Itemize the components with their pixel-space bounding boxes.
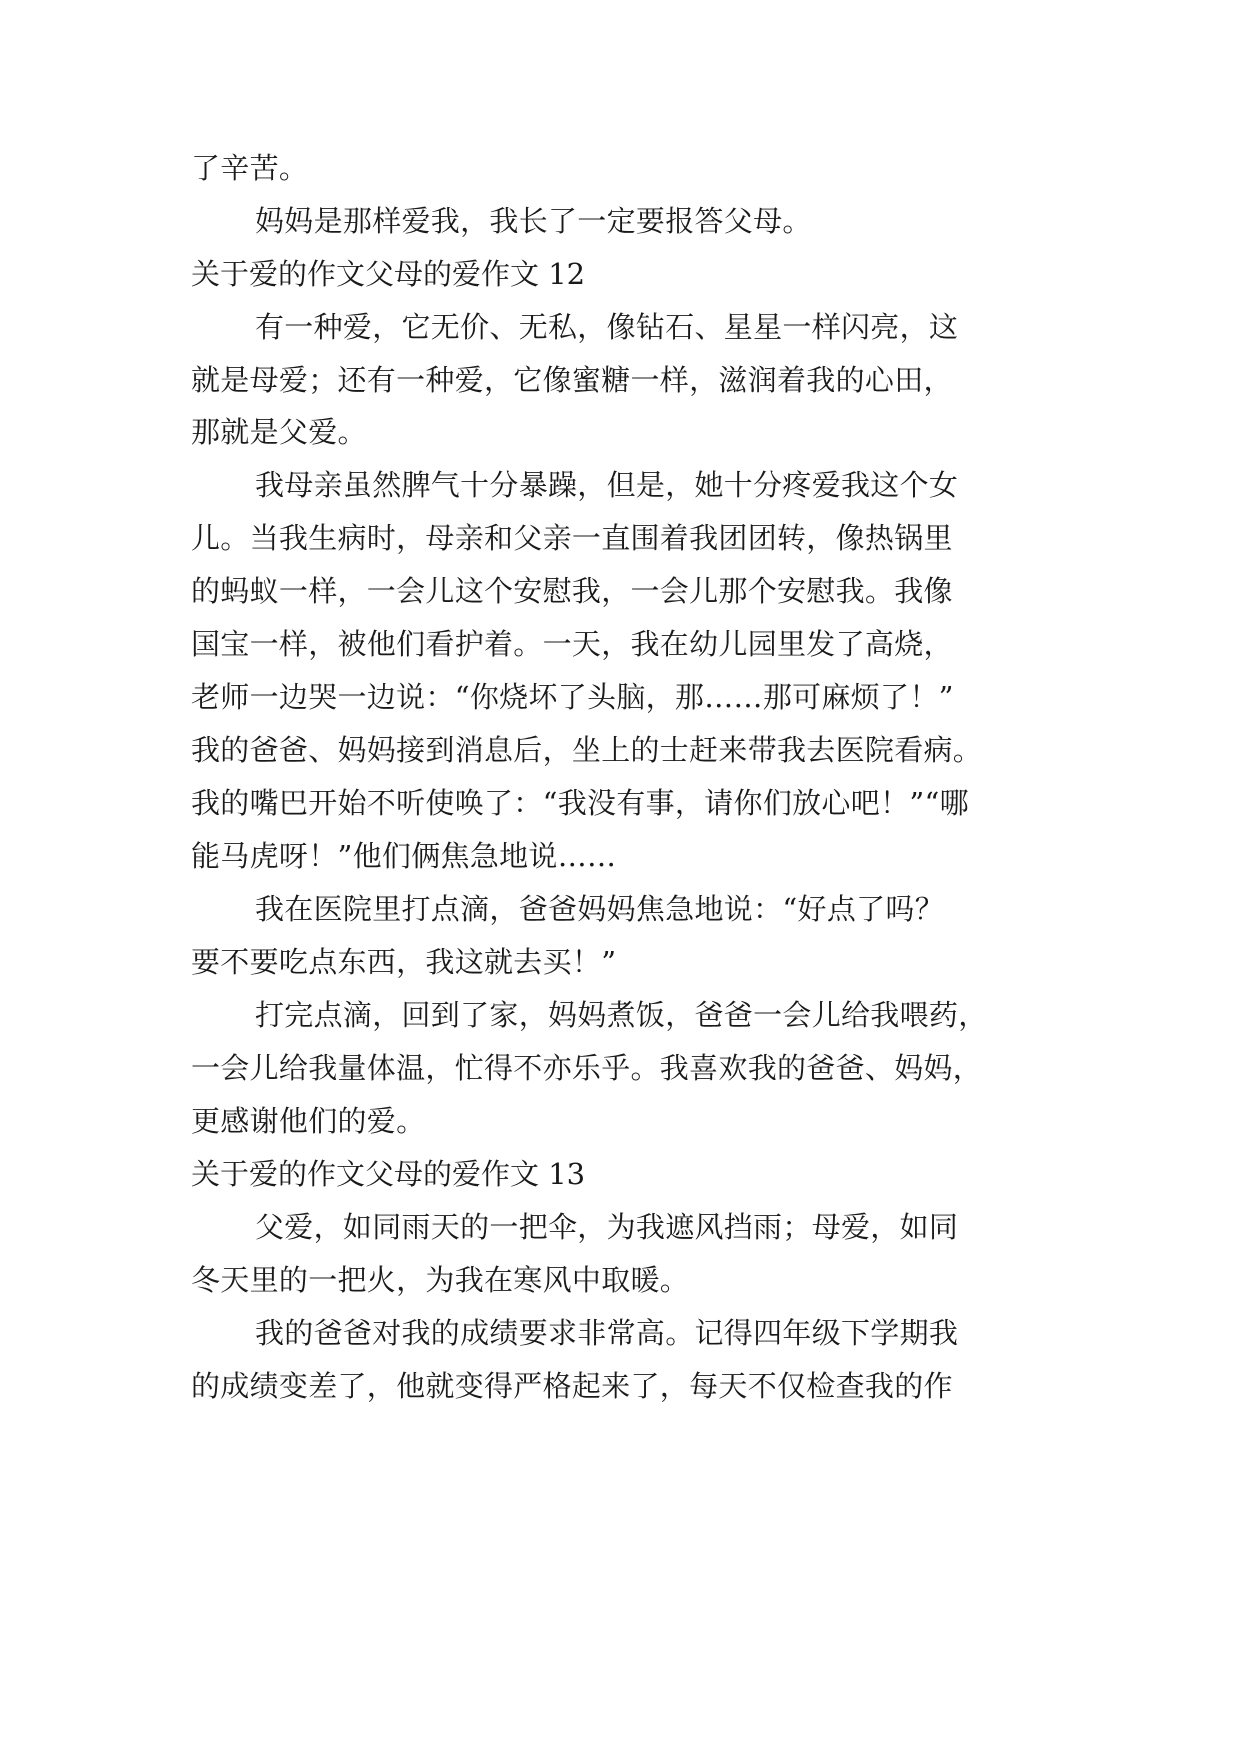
paragraph-line: 一会儿给我量体温，忙得不亦乐乎。我喜欢我的爸爸、妈妈， — [191, 1051, 983, 1085]
paragraph-line: 我的爸爸、妈妈接到消息后，坐上的士赶来带我去医院看病。 — [191, 733, 983, 767]
paragraph-line: 了辛苦。 — [191, 151, 309, 185]
paragraph-line: 打完点滴，回到了家，妈妈煮饭，爸爸一会儿给我喂药， — [255, 998, 988, 1032]
paragraph-line: 儿。当我生病时，母亲和父亲一直围着我团团转，像热锅里 — [191, 521, 953, 555]
paragraph-line: 我在医院里打点滴，爸爸妈妈焦急地说：“好点了吗？ — [255, 892, 945, 926]
paragraph-line: 我母亲虽然脾气十分暴躁，但是，她十分疼爱我这个女 — [255, 468, 959, 502]
paragraph-line: 那就是父爱。 — [191, 415, 367, 449]
paragraph-line: 冬天里的一把火，为我在寒风中取暖。 — [191, 1263, 690, 1297]
paragraph-line: 更感谢他们的爱。 — [191, 1104, 426, 1138]
paragraph-line: 我的爸爸对我的成绩要求非常高。记得四年级下学期我 — [255, 1316, 959, 1350]
paragraph-line: 要不要吃点东西，我这就去买！” — [191, 945, 617, 979]
paragraph-line: 老师一边哭一边说：“你烧坏了头脑，那……那可麻烦了！” — [191, 680, 954, 714]
section-heading: 关于爱的作文父母的爱作文 12 — [191, 257, 586, 291]
paragraph-line: 的蚂蚁一样，一会儿这个安慰我，一会儿那个安慰我。我像 — [191, 574, 953, 608]
paragraph-line: 我的嘴巴开始不听使唤了：“我没有事，请你们放心吧！”“哪 — [191, 786, 969, 820]
paragraph-line: 的成绩变差了，他就变得严格起来了，每天不仅检查我的作 — [191, 1369, 953, 1403]
paragraph-line: 父爱，如同雨天的一把伞，为我遮风挡雨；母爱，如同 — [255, 1210, 959, 1244]
paragraph-line: 妈妈是那样爱我，我长了一定要报答父母。 — [255, 204, 812, 238]
paragraph-line: 能马虎呀！”他们俩焦急地说…… — [191, 839, 617, 873]
paragraph-line: 国宝一样，被他们看护着。一天，我在幼儿园里发了高烧， — [191, 627, 953, 661]
section-heading: 关于爱的作文父母的爱作文 13 — [191, 1157, 586, 1191]
paragraph-line: 就是母爱；还有一种爱，它像蜜糖一样，滋润着我的心田， — [191, 363, 953, 397]
paragraph-line: 有一种爱，它无价、无私，像钻石、星星一样闪亮，这 — [255, 310, 959, 344]
